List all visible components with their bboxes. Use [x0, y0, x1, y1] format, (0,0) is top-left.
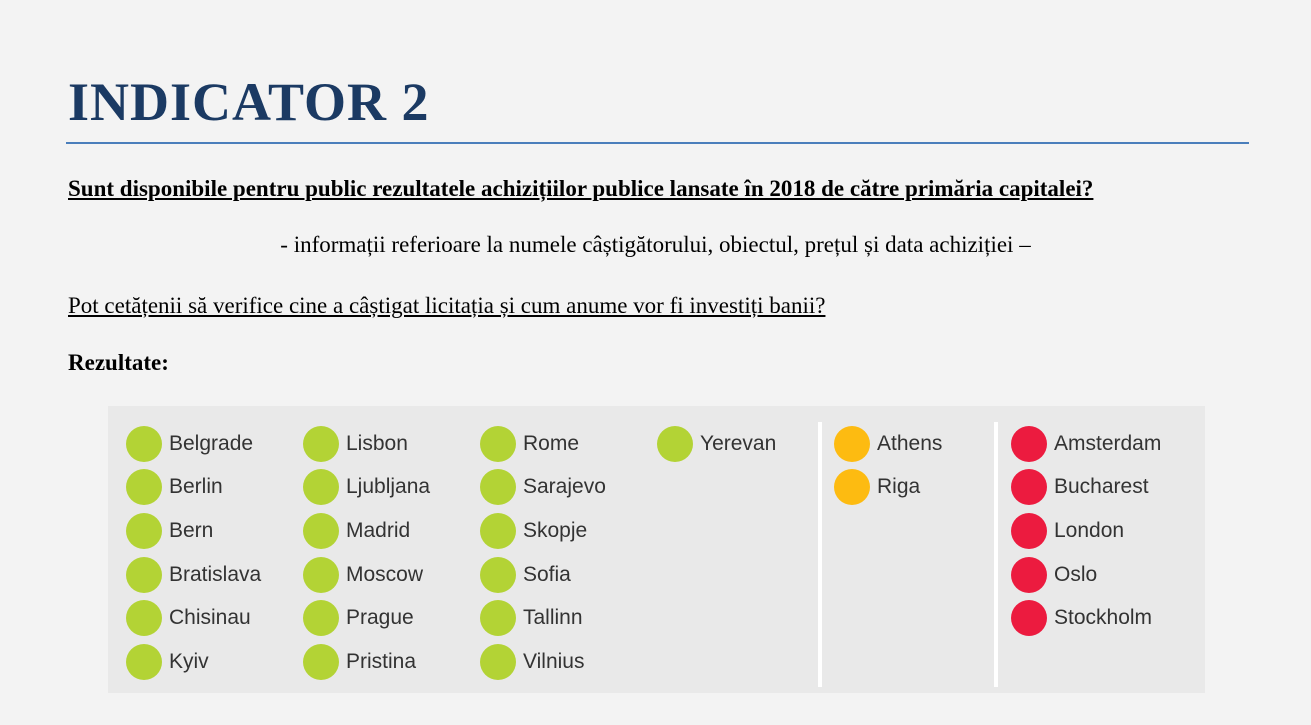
results-panel: [108, 406, 1205, 693]
city-item: [1011, 466, 1161, 510]
status-dot-yellow: [834, 426, 870, 462]
city-name: Berlin: [169, 475, 223, 499]
status-dot-green: [126, 513, 162, 549]
status-dot-green: [126, 469, 162, 505]
status-dot-green: [480, 513, 516, 549]
status-dot-green: [480, 426, 516, 462]
question-subtitle: - informații referioare la numele câștigătorului, obiectul, prețul și data achiziției –: [280, 232, 1031, 257]
status-dot-green: [126, 426, 162, 462]
city-name: Bucharest: [1054, 475, 1149, 499]
city-name: Stockholm: [1054, 606, 1153, 630]
city-column-red: [1011, 422, 1161, 640]
city-name: Kyiv: [169, 649, 209, 673]
city-column-green: [303, 422, 430, 684]
city-name: Sarajevo: [523, 475, 606, 499]
column-divider: [818, 422, 822, 687]
city-item: [126, 422, 261, 466]
status-dot-yellow: [834, 469, 870, 505]
city-item: [480, 553, 606, 597]
city-name: Moscow: [346, 562, 424, 586]
city-item: [1011, 422, 1161, 466]
city-name: Ljubljana: [346, 475, 431, 499]
city-item: [303, 553, 430, 597]
city-name: Madrid: [346, 518, 411, 542]
status-dot-green: [126, 600, 162, 636]
city-name: Bern: [169, 518, 214, 542]
city-item: [480, 466, 606, 510]
city-item: [480, 596, 606, 640]
status-dot-green: [126, 644, 162, 680]
city-item: [126, 553, 261, 597]
secondary-question: Pot cetățenii să verifice cine a câștigat licitația și cum anume vor fi investiți banii?: [68, 293, 826, 318]
city-name: London: [1054, 518, 1125, 542]
city-name: Yerevan: [700, 431, 777, 455]
main-question: Sunt disponibile pentru public rezultatele achizițiilor publice lansate în 2018 de către primăria capitalei?: [68, 176, 1094, 201]
status-dot-green: [480, 644, 516, 680]
status-dot-green: [303, 469, 339, 505]
city-item: [303, 422, 430, 466]
status-dot-green: [303, 644, 339, 680]
city-name: Prague: [346, 606, 414, 630]
city-name: Amsterdam: [1054, 431, 1162, 455]
city-item: [303, 466, 430, 510]
city-name: Belgrade: [169, 431, 254, 455]
city-column-green: [657, 422, 776, 466]
status-dot-red: [1011, 557, 1047, 593]
slide-title: INDICATOR 2: [68, 72, 430, 132]
city-item: [480, 640, 606, 684]
city-column-green: [480, 422, 606, 684]
city-item: [126, 596, 261, 640]
city-item: [480, 422, 606, 466]
city-item: [303, 509, 430, 553]
column-divider: [994, 422, 998, 687]
city-name: Riga: [877, 475, 921, 499]
status-dot-green: [480, 600, 516, 636]
city-name: Skopje: [523, 518, 588, 542]
status-dot-green: [303, 557, 339, 593]
city-item: [657, 422, 776, 466]
city-name: Lisbon: [346, 431, 408, 455]
city-item: [126, 509, 261, 553]
city-column-yellow: [834, 422, 942, 509]
city-name: Athens: [877, 431, 943, 455]
city-name: Pristina: [346, 649, 417, 673]
status-dot-green: [657, 426, 693, 462]
status-dot-green: [303, 600, 339, 636]
city-name: Sofia: [523, 562, 571, 586]
status-dot-red: [1011, 426, 1047, 462]
city-item: [303, 596, 430, 640]
results-label: Rezultate:: [68, 350, 169, 375]
city-item: [1011, 553, 1161, 597]
city-name: Tallinn: [523, 606, 583, 630]
status-dot-red: [1011, 600, 1047, 636]
status-dot-red: [1011, 513, 1047, 549]
status-dot-red: [1011, 469, 1047, 505]
city-name: Vilnius: [523, 649, 585, 673]
status-dot-green: [303, 513, 339, 549]
city-item: [1011, 596, 1161, 640]
city-name: Bratislava: [169, 562, 262, 586]
status-dot-green: [480, 557, 516, 593]
city-name: Chisinau: [169, 606, 251, 630]
title-divider: [66, 142, 1249, 144]
city-item: [303, 640, 430, 684]
city-item: [834, 466, 942, 510]
status-dot-green: [480, 469, 516, 505]
city-item: [126, 640, 261, 684]
city-item: [126, 466, 261, 510]
city-name: Rome: [523, 431, 580, 455]
city-item: [480, 509, 606, 553]
city-name: Oslo: [1054, 562, 1098, 586]
status-dot-green: [303, 426, 339, 462]
city-column-green: [126, 422, 261, 684]
city-item: [1011, 509, 1161, 553]
status-dot-green: [126, 557, 162, 593]
city-item: [834, 422, 942, 466]
